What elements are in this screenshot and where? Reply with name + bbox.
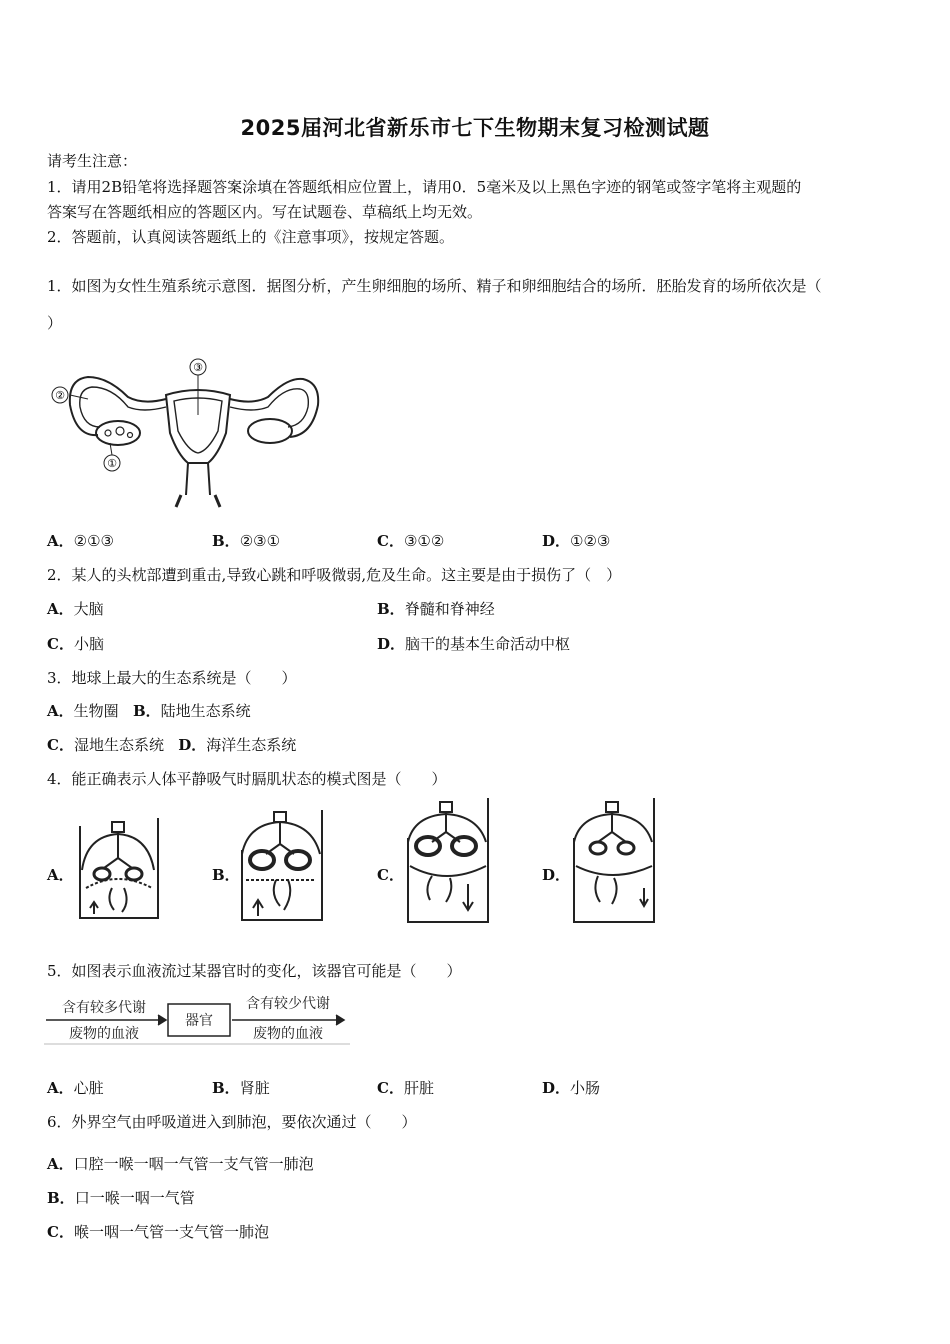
q2-option-b[interactable]: B．脊髓和脊神经: [377, 600, 495, 618]
diagram-right-bottom: 废物的血液: [253, 1026, 323, 1042]
q6-stem: 6．外界空气由呼吸道进入到肺泡，要依次通过（ ）: [47, 1113, 417, 1131]
blood-flow-diagram: [44, 990, 352, 1046]
q5-stem: 5．如图表示血液流过某器官时的变化，该器官可能是（ ）: [47, 962, 462, 980]
q2-stem: 2．某人的头枕部遭到重击,导致心跳和呼吸微弱,危及生命。这主要是由于损伤了（ ）: [47, 566, 622, 584]
q2-option-a[interactable]: A．大脑: [47, 600, 104, 618]
q1-stem-line-1: 1．如图为女性生殖系统示意图．据图分析，产生卵细胞的场所、精子和卵细胞结合的场所．胚胎发育的场所依次是（: [47, 277, 822, 295]
q4-option-d-label[interactable]: D．: [542, 866, 571, 884]
q3-option-a[interactable]: A．生物圈: [47, 702, 119, 720]
figure-label-3: ③: [193, 361, 203, 374]
figure-label-1: ①: [107, 457, 117, 470]
q3-options-row-2: [47, 735, 296, 755]
q4-option-a-label[interactable]: A．: [47, 866, 74, 884]
q3-option-c[interactable]: C．湿地生态系统: [47, 736, 164, 754]
notice-item-1-line-1: 1．请用2B铅笔将选择题答案涂填在答题纸相应位置上，请用0．5毫米及以上黑色字迹的钢笔或签字笔将主观题的: [47, 178, 802, 196]
q1-stem-line-2: ）: [47, 314, 63, 332]
q4-stem: 4．能正确表示人体平静吸气时膈肌状态的模式图是（ ）: [47, 770, 447, 788]
q3-option-b[interactable]: B．陆地生态系统: [132, 702, 251, 720]
q3-options-row-1: [47, 701, 251, 721]
q6-option-a[interactable]: A．口腔一喉一咽一气管一支气管一肺泡: [47, 1155, 314, 1173]
diagram-left-top: 含有较多代谢: [62, 1000, 146, 1016]
q1-option-b[interactable]: B．②③①: [212, 532, 281, 550]
q4-option-c-label[interactable]: C．: [377, 866, 404, 884]
q4-option-a-diagram: [72, 818, 162, 924]
notice-item-1-line-2: 答案写在答题纸相应的答题区内。写在试题卷、草稿纸上均无效。: [47, 203, 483, 221]
q3-stem: 3．地球上最大的生态系统是（ ）: [47, 669, 297, 687]
q5-option-a[interactable]: A．心脏: [47, 1079, 104, 1097]
q4-option-d-diagram: [568, 798, 660, 924]
q3-option-d[interactable]: D．海洋生态系统: [178, 736, 297, 754]
q4-option-c-diagram: [402, 798, 494, 924]
diagram-right-top: 含有较少代谢: [246, 996, 330, 1012]
q4-option-b-label[interactable]: B．: [212, 866, 240, 884]
notice-item-2: 2．答题前，认真阅读答题纸上的《注意事项》，按规定答题。: [47, 228, 455, 246]
q2-option-d[interactable]: D．脑干的基本生命活动中枢: [377, 635, 571, 653]
q2-option-c[interactable]: C．小脑: [47, 635, 104, 653]
female-reproductive-system-figure: [48, 355, 328, 510]
q5-option-d[interactable]: D．小肠: [542, 1079, 601, 1097]
q6-option-b[interactable]: B．口一喉一咽一气管: [47, 1189, 195, 1207]
q1-option-d[interactable]: D．①②③: [542, 532, 611, 550]
notice-heading: 请考生注意：: [47, 152, 138, 170]
q1-option-c[interactable]: C．③①②: [377, 532, 445, 550]
q1-option-a[interactable]: A．②①③: [47, 532, 114, 550]
q4-option-b-diagram: [236, 810, 326, 924]
figure-label-2: ②: [55, 389, 65, 402]
q5-option-b[interactable]: B．肾脏: [212, 1079, 270, 1097]
diagram-organ-box: 器官: [185, 1013, 213, 1029]
q6-option-c[interactable]: C．喉一咽一气管一支气管一肺泡: [47, 1223, 269, 1241]
diagram-left-bottom: 废物的血液: [69, 1026, 139, 1042]
page-title: 2025届河北省新乐市七下生物期末复习检测试题: [240, 116, 710, 140]
q5-option-c[interactable]: C．肝脏: [377, 1079, 434, 1097]
